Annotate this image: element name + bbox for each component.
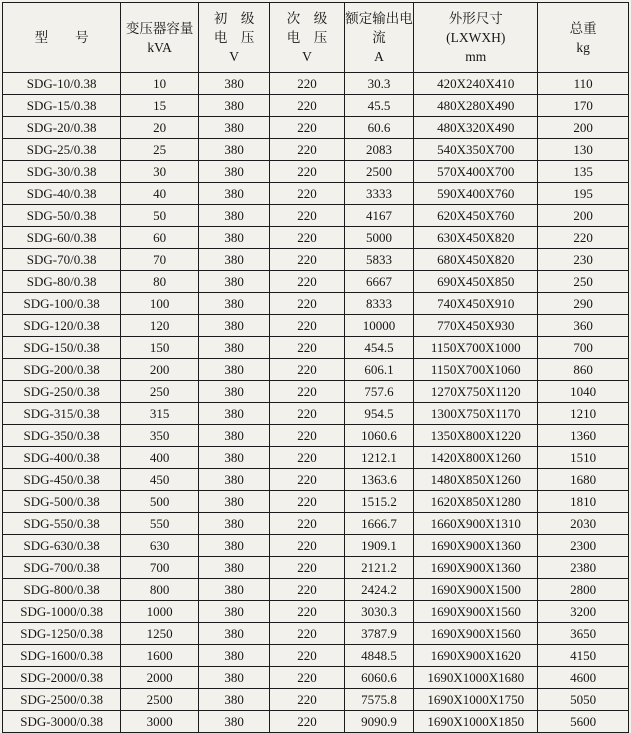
table-row	[3, 447, 629, 469]
cell-capacity: 1600	[121, 645, 199, 667]
column-header-line: (LXWXH)	[446, 30, 506, 45]
cell-current: 1666.7	[344, 513, 413, 535]
header-row	[3, 3, 629, 73]
cell-weight: 1680	[538, 469, 629, 491]
cell-model: SDG-30/0.38	[3, 161, 121, 183]
cell-capacity: 20	[121, 117, 199, 139]
table-row	[3, 183, 629, 205]
column-header-line: 电 压	[213, 30, 255, 45]
cell-primary: 380	[198, 205, 269, 227]
cell-primary: 380	[198, 645, 269, 667]
cell-current: 30.3	[344, 73, 413, 95]
table-row	[3, 315, 629, 337]
cell-capacity: 350	[121, 425, 199, 447]
cell-primary: 380	[198, 425, 269, 447]
cell-current: 9090.9	[344, 711, 413, 733]
column-header-model	[3, 3, 121, 73]
table-row	[3, 645, 629, 667]
cell-weight: 130	[538, 139, 629, 161]
cell-primary: 380	[198, 579, 269, 601]
table-row	[3, 139, 629, 161]
cell-dims: 480X280X490	[414, 95, 538, 117]
cell-primary: 380	[198, 73, 269, 95]
cell-current: 1212.1	[344, 447, 413, 469]
column-header-current	[344, 3, 413, 73]
cell-current: 1363.6	[344, 469, 413, 491]
cell-primary: 380	[198, 227, 269, 249]
cell-weight: 1510	[538, 447, 629, 469]
cell-dims: 770X450X930	[414, 315, 538, 337]
cell-dims: 570X400X700	[414, 161, 538, 183]
cell-model: SDG-100/0.38	[3, 293, 121, 315]
cell-weight: 220	[538, 227, 629, 249]
column-header-secondary	[270, 3, 344, 73]
cell-primary: 380	[198, 601, 269, 623]
cell-model: SDG-630/0.38	[3, 535, 121, 557]
cell-weight: 5050	[538, 689, 629, 711]
cell-secondary: 220	[270, 359, 344, 381]
cell-model: SDG-120/0.38	[3, 315, 121, 337]
cell-dims: 1690X1000X1850	[414, 711, 538, 733]
cell-model: SDG-25/0.38	[3, 139, 121, 161]
cell-current: 454.5	[344, 337, 413, 359]
cell-capacity: 150	[121, 337, 199, 359]
cell-dims: 1270X750X1120	[414, 381, 538, 403]
cell-primary: 380	[198, 403, 269, 425]
cell-current: 10000	[344, 315, 413, 337]
cell-model: SDG-2500/0.38	[3, 689, 121, 711]
cell-secondary: 220	[270, 689, 344, 711]
cell-capacity: 3000	[121, 711, 199, 733]
cell-primary: 380	[198, 381, 269, 403]
cell-primary: 380	[198, 469, 269, 491]
column-header-line: V	[229, 49, 239, 64]
cell-model: SDG-2000/0.38	[3, 667, 121, 689]
table-row	[3, 667, 629, 689]
cell-dims: 1690X900X1560	[414, 623, 538, 645]
cell-dims: 630X450X820	[414, 227, 538, 249]
cell-dims: 1480X850X1260	[414, 469, 538, 491]
cell-current: 3030.3	[344, 601, 413, 623]
cell-weight: 200	[538, 117, 629, 139]
cell-weight: 1210	[538, 403, 629, 425]
cell-capacity: 1250	[121, 623, 199, 645]
cell-weight: 170	[538, 95, 629, 117]
cell-current: 6060.6	[344, 667, 413, 689]
cell-primary: 380	[198, 359, 269, 381]
cell-weight: 3650	[538, 623, 629, 645]
cell-capacity: 500	[121, 491, 199, 513]
cell-primary: 380	[198, 95, 269, 117]
table-header	[3, 3, 629, 73]
cell-current: 954.5	[344, 403, 413, 425]
cell-weight: 1040	[538, 381, 629, 403]
table-row	[3, 161, 629, 183]
cell-secondary: 220	[270, 315, 344, 337]
cell-primary: 380	[198, 117, 269, 139]
cell-primary: 380	[198, 689, 269, 711]
cell-model: SDG-3000/0.38	[3, 711, 121, 733]
cell-secondary: 220	[270, 403, 344, 425]
cell-dims: 1150X700X1000	[414, 337, 538, 359]
cell-primary: 380	[198, 447, 269, 469]
column-header-line: mm	[465, 49, 487, 64]
cell-current: 7575.8	[344, 689, 413, 711]
cell-current: 6667	[344, 271, 413, 293]
column-header-line: 流	[372, 30, 386, 45]
cell-dims: 1620X850X1280	[414, 491, 538, 513]
cell-model: SDG-700/0.38	[3, 557, 121, 579]
cell-capacity: 2000	[121, 667, 199, 689]
table-row	[3, 381, 629, 403]
table-row	[3, 205, 629, 227]
cell-secondary: 220	[270, 601, 344, 623]
table-row	[3, 579, 629, 601]
cell-current: 5833	[344, 249, 413, 271]
cell-current: 45.5	[344, 95, 413, 117]
column-header-weight	[538, 3, 629, 73]
cell-dims: 420X240X410	[414, 73, 538, 95]
cell-dims: 620X450X760	[414, 205, 538, 227]
column-header-line: A	[374, 49, 384, 64]
cell-current: 1515.2	[344, 491, 413, 513]
cell-secondary: 220	[270, 271, 344, 293]
cell-weight: 2380	[538, 557, 629, 579]
cell-secondary: 220	[270, 139, 344, 161]
table-row	[3, 689, 629, 711]
column-header-primary	[198, 3, 269, 73]
cell-secondary: 220	[270, 447, 344, 469]
cell-capacity: 450	[121, 469, 199, 491]
table-row	[3, 469, 629, 491]
cell-secondary: 220	[270, 293, 344, 315]
cell-secondary: 220	[270, 579, 344, 601]
cell-dims: 540X350X700	[414, 139, 538, 161]
cell-weight: 2030	[538, 513, 629, 535]
cell-capacity: 25	[121, 139, 199, 161]
cell-secondary: 220	[270, 95, 344, 117]
cell-weight: 1360	[538, 425, 629, 447]
cell-model: SDG-15/0.38	[3, 95, 121, 117]
cell-weight: 250	[538, 271, 629, 293]
cell-current: 3333	[344, 183, 413, 205]
cell-secondary: 220	[270, 667, 344, 689]
cell-primary: 380	[198, 711, 269, 733]
table-row	[3, 513, 629, 535]
cell-model: SDG-350/0.38	[3, 425, 121, 447]
cell-capacity: 400	[121, 447, 199, 469]
cell-model: SDG-550/0.38	[3, 513, 121, 535]
cell-weight: 4600	[538, 667, 629, 689]
cell-weight: 290	[538, 293, 629, 315]
cell-dims: 680X450X820	[414, 249, 538, 271]
cell-secondary: 220	[270, 535, 344, 557]
cell-weight: 200	[538, 205, 629, 227]
cell-capacity: 1000	[121, 601, 199, 623]
cell-primary: 380	[198, 183, 269, 205]
cell-capacity: 200	[121, 359, 199, 381]
cell-secondary: 220	[270, 73, 344, 95]
cell-capacity: 315	[121, 403, 199, 425]
transformer-spec-table	[2, 2, 629, 733]
cell-model: SDG-60/0.38	[3, 227, 121, 249]
cell-secondary: 220	[270, 249, 344, 271]
cell-model: SDG-80/0.38	[3, 271, 121, 293]
cell-dims: 1300X750X1170	[414, 403, 538, 425]
table-row	[3, 337, 629, 359]
cell-primary: 380	[198, 513, 269, 535]
cell-capacity: 250	[121, 381, 199, 403]
cell-dims: 1690X900X1500	[414, 579, 538, 601]
cell-weight: 230	[538, 249, 629, 271]
cell-primary: 380	[198, 535, 269, 557]
table-row	[3, 271, 629, 293]
cell-primary: 380	[198, 557, 269, 579]
cell-capacity: 550	[121, 513, 199, 535]
table-row	[3, 711, 629, 733]
cell-capacity: 10	[121, 73, 199, 95]
column-header-line: 型 号	[34, 30, 89, 45]
cell-dims: 1690X1000X1680	[414, 667, 538, 689]
cell-dims: 1150X700X1060	[414, 359, 538, 381]
cell-dims: 740X450X910	[414, 293, 538, 315]
cell-primary: 380	[198, 161, 269, 183]
cell-current: 606.1	[344, 359, 413, 381]
cell-secondary: 220	[270, 381, 344, 403]
cell-model: SDG-200/0.38	[3, 359, 121, 381]
cell-capacity: 80	[121, 271, 199, 293]
cell-capacity: 2500	[121, 689, 199, 711]
column-header-line: V	[302, 49, 312, 64]
cell-model: SDG-1250/0.38	[3, 623, 121, 645]
cell-dims: 1690X1000X1750	[414, 689, 538, 711]
cell-current: 5000	[344, 227, 413, 249]
column-header-line: 次 级	[286, 11, 328, 26]
table-body	[3, 73, 629, 733]
cell-primary: 380	[198, 667, 269, 689]
cell-current: 1060.6	[344, 425, 413, 447]
cell-secondary: 220	[270, 623, 344, 645]
cell-capacity: 70	[121, 249, 199, 271]
cell-model: SDG-50/0.38	[3, 205, 121, 227]
cell-primary: 380	[198, 139, 269, 161]
cell-dims: 1420X800X1260	[414, 447, 538, 469]
cell-weight: 110	[538, 73, 629, 95]
cell-dims: 1350X800X1220	[414, 425, 538, 447]
cell-weight: 195	[538, 183, 629, 205]
cell-dims: 690X450X850	[414, 271, 538, 293]
table-row	[3, 623, 629, 645]
cell-dims: 480X320X490	[414, 117, 538, 139]
column-header-dims	[414, 3, 538, 73]
cell-secondary: 220	[270, 227, 344, 249]
cell-dims: 1690X900X1360	[414, 535, 538, 557]
cell-dims: 1690X900X1360	[414, 557, 538, 579]
cell-capacity: 100	[121, 293, 199, 315]
cell-primary: 380	[198, 249, 269, 271]
cell-dims: 1690X900X1560	[414, 601, 538, 623]
cell-model: SDG-1600/0.38	[3, 645, 121, 667]
cell-primary: 380	[198, 315, 269, 337]
cell-weight: 360	[538, 315, 629, 337]
cell-current: 2424.2	[344, 579, 413, 601]
cell-model: SDG-800/0.38	[3, 579, 121, 601]
cell-current: 1909.1	[344, 535, 413, 557]
column-header-line: kVA	[147, 39, 172, 55]
table-row	[3, 293, 629, 315]
column-header-line: 外形尺寸	[448, 11, 503, 26]
cell-model: SDG-250/0.38	[3, 381, 121, 403]
cell-secondary: 220	[270, 117, 344, 139]
cell-weight: 1810	[538, 491, 629, 513]
table-row	[3, 73, 629, 95]
cell-secondary: 220	[270, 205, 344, 227]
cell-model: SDG-450/0.38	[3, 469, 121, 491]
column-header-line: kg	[576, 39, 590, 55]
cell-primary: 380	[198, 271, 269, 293]
cell-capacity: 30	[121, 161, 199, 183]
cell-model: SDG-20/0.38	[3, 117, 121, 139]
column-header-capacity	[121, 3, 199, 73]
cell-weight: 5600	[538, 711, 629, 733]
table-row	[3, 403, 629, 425]
table-row	[3, 557, 629, 579]
cell-current: 8333	[344, 293, 413, 315]
cell-capacity: 50	[121, 205, 199, 227]
cell-weight: 4150	[538, 645, 629, 667]
cell-weight: 700	[538, 337, 629, 359]
column-header-line: 电 压	[286, 30, 328, 45]
cell-secondary: 220	[270, 337, 344, 359]
cell-model: SDG-400/0.38	[3, 447, 121, 469]
cell-capacity: 800	[121, 579, 199, 601]
cell-secondary: 220	[270, 469, 344, 491]
cell-secondary: 220	[270, 513, 344, 535]
cell-model: SDG-40/0.38	[3, 183, 121, 205]
cell-model: SDG-70/0.38	[3, 249, 121, 271]
table-row	[3, 249, 629, 271]
cell-weight: 3200	[538, 601, 629, 623]
cell-capacity: 630	[121, 535, 199, 557]
column-header-line: 额定输出电	[345, 11, 413, 26]
cell-dims: 1660X900X1310	[414, 513, 538, 535]
cell-current: 3787.9	[344, 623, 413, 645]
cell-capacity: 15	[121, 95, 199, 117]
cell-secondary: 220	[270, 711, 344, 733]
cell-model: SDG-315/0.38	[3, 403, 121, 425]
cell-secondary: 220	[270, 645, 344, 667]
cell-current: 4167	[344, 205, 413, 227]
cell-secondary: 220	[270, 491, 344, 513]
cell-current: 2500	[344, 161, 413, 183]
table-row	[3, 359, 629, 381]
column-header-line: 变压器容量	[125, 20, 194, 36]
cell-primary: 380	[198, 623, 269, 645]
cell-dims: 590X400X760	[414, 183, 538, 205]
cell-model: SDG-500/0.38	[3, 491, 121, 513]
cell-dims: 1690X900X1620	[414, 645, 538, 667]
cell-model: SDG-150/0.38	[3, 337, 121, 359]
cell-current: 2121.2	[344, 557, 413, 579]
table-row	[3, 117, 629, 139]
column-header-line: 总重	[569, 20, 597, 36]
cell-current: 4848.5	[344, 645, 413, 667]
cell-secondary: 220	[270, 161, 344, 183]
cell-weight: 2300	[538, 535, 629, 557]
cell-weight: 135	[538, 161, 629, 183]
cell-capacity: 40	[121, 183, 199, 205]
table-row	[3, 491, 629, 513]
cell-primary: 380	[198, 337, 269, 359]
cell-current: 60.6	[344, 117, 413, 139]
table-row	[3, 227, 629, 249]
table-row	[3, 95, 629, 117]
cell-secondary: 220	[270, 183, 344, 205]
table-row	[3, 425, 629, 447]
table-row	[3, 601, 629, 623]
cell-capacity: 60	[121, 227, 199, 249]
cell-secondary: 220	[270, 557, 344, 579]
cell-model: SDG-10/0.38	[3, 73, 121, 95]
cell-capacity: 120	[121, 315, 199, 337]
cell-weight: 860	[538, 359, 629, 381]
cell-primary: 380	[198, 293, 269, 315]
column-header-line: 初 级	[213, 11, 255, 26]
cell-current: 757.6	[344, 381, 413, 403]
table-row	[3, 535, 629, 557]
cell-primary: 380	[198, 491, 269, 513]
cell-weight: 2800	[538, 579, 629, 601]
cell-capacity: 700	[121, 557, 199, 579]
cell-current: 2083	[344, 139, 413, 161]
cell-model: SDG-1000/0.38	[3, 601, 121, 623]
cell-secondary: 220	[270, 425, 344, 447]
